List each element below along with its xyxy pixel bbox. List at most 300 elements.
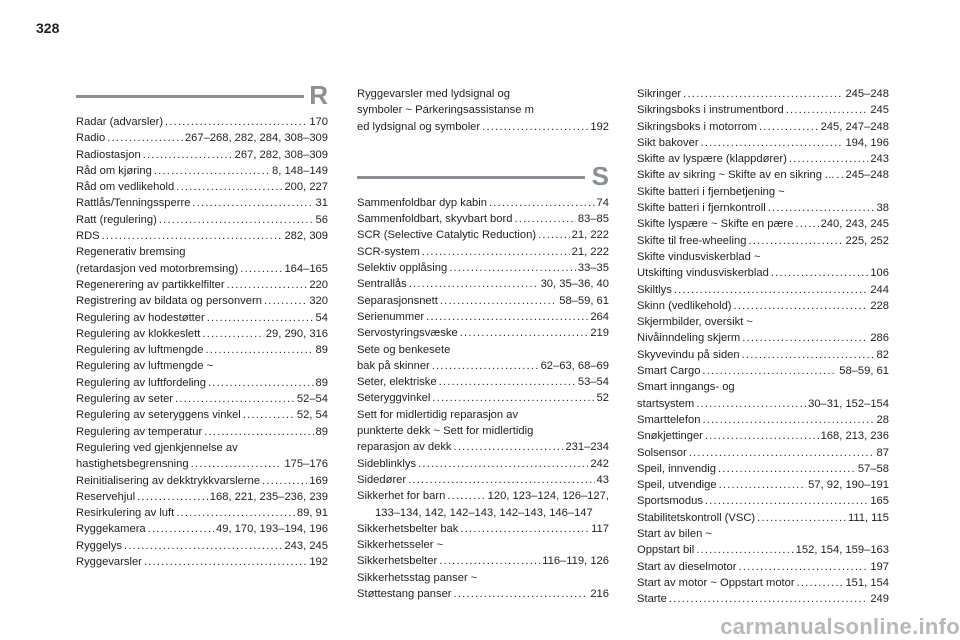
index-entry [76, 179, 328, 195]
entry-line-leader [357, 293, 609, 309]
entry-text: Utskifting vindusviskerblad [637, 267, 769, 280]
index-entry [76, 538, 328, 554]
index-entry [637, 347, 889, 363]
entry-pages: 21, 222 [571, 245, 609, 258]
entry-text: Servostyringsvæske [357, 327, 458, 340]
index-entry [637, 412, 889, 428]
entry-text: Sammenfoldbart, skyvbart bord [357, 213, 513, 226]
entry-text: RDS [76, 230, 100, 243]
entry-line [357, 86, 609, 102]
entry-pages: 168, 221, 235–236, 239 [209, 490, 328, 503]
entry-line [357, 102, 609, 118]
entry-text: Sikringer [637, 88, 682, 100]
index-entry [76, 440, 328, 473]
dot-leader [107, 130, 183, 146]
entry-text: Regulering av seter [76, 393, 174, 406]
entry-line [357, 342, 609, 358]
dot-leader [718, 461, 856, 477]
entry-pages: 267–268, 282, 284, 308–309 [184, 132, 328, 145]
entry-pages: 220 [309, 278, 328, 291]
index-entry [357, 325, 609, 341]
index-entry [637, 233, 889, 249]
entry-pages: 152, 154, 159–163 [795, 544, 889, 557]
entry-line-leader [637, 575, 889, 591]
section-letter: S [591, 160, 609, 191]
entry-pages: 56 [315, 213, 328, 226]
dot-leader [771, 265, 869, 281]
dot-leader [148, 521, 214, 537]
index-entry [357, 456, 609, 472]
entry-pages: 170 [309, 116, 328, 128]
entry-text: Radio [76, 132, 106, 145]
entry-pages: 320 [309, 295, 328, 308]
dot-leader [789, 151, 868, 167]
dot-leader [742, 347, 875, 363]
entry-line-leader [76, 179, 328, 195]
index-entry [637, 184, 889, 217]
index-entry [637, 363, 889, 379]
dot-leader [797, 575, 844, 591]
entry-text: Ratt (regulering) [76, 213, 157, 226]
entry-text: Skifte av lyspære (klappdører) [637, 153, 787, 166]
entry-pages: 168, 213, 236 [820, 430, 889, 443]
entry-pages: 106 [870, 267, 889, 280]
page-number: 328 [36, 20, 60, 36]
entry-line-leader [637, 330, 889, 346]
entry-text: Sikkerhetsseler ~ [357, 539, 444, 552]
index-entry [76, 489, 328, 505]
entry-pages: 57–58 [857, 462, 889, 475]
index-entry [637, 102, 889, 118]
entry-pages: 245, 247–248 [820, 120, 889, 133]
entry-text: bak på skinner [357, 359, 430, 372]
entry-text: Støttestang panser [357, 588, 452, 601]
dot-leader [124, 538, 282, 554]
index-entry [76, 163, 328, 179]
index-entry [357, 537, 609, 570]
entry-text: Rattlås/Tenningssperre [76, 197, 191, 210]
entry-line-leader [637, 477, 889, 493]
entry-line-leader [637, 233, 889, 249]
entry-pages: 267, 282, 308–309 [234, 148, 328, 161]
entry-line [357, 537, 609, 553]
dot-leader [176, 505, 295, 521]
entry-line-leader [76, 505, 328, 521]
entry-text: Stabilitetskontroll (VSC) [637, 511, 756, 524]
entry-text: Resirkulering av luft [76, 507, 175, 520]
section-header [357, 160, 609, 191]
dot-leader [489, 195, 595, 211]
entry-line-leader [76, 424, 328, 440]
entry-text: Seter, elektriske [357, 376, 437, 389]
index-entry [637, 461, 889, 477]
dot-leader [176, 179, 282, 195]
dot-leader [243, 407, 295, 423]
entry-line-leader [76, 228, 328, 244]
dot-leader [137, 489, 208, 505]
entry-text: Sikkerhetsstag panser ~ [357, 571, 478, 584]
dot-leader [447, 488, 485, 504]
entry-line-leader [357, 488, 609, 504]
dot-leader [786, 102, 869, 118]
entry-line-leader [637, 216, 889, 232]
entry-pages: 192 [309, 556, 328, 569]
dot-leader [696, 542, 793, 558]
section-gap [357, 135, 609, 167]
entry-text: Sete og benkesete [357, 343, 451, 356]
entry-pages: 89 [315, 425, 328, 438]
entry-text: Skinn (vedlikehold) [637, 299, 732, 312]
entry-text: startsystem [637, 397, 695, 410]
entry-pages: 169 [309, 474, 328, 487]
entry-line-leader [76, 521, 328, 537]
index-entry [76, 505, 328, 521]
entry-line-leader [357, 521, 609, 537]
entry-line-leader [637, 265, 889, 281]
entry-text: Sikkerhetsbelter [357, 555, 438, 568]
dot-leader [683, 86, 843, 102]
dot-leader [418, 456, 588, 472]
dot-leader [439, 553, 540, 569]
entry-line-leader [357, 244, 609, 260]
entry-line-leader [637, 347, 889, 363]
dot-leader [759, 119, 819, 135]
entry-text: Ryggevarsler med lydsignal og [357, 88, 510, 100]
dot-leader [240, 261, 282, 277]
entry-line [637, 379, 889, 395]
index-entry [637, 314, 889, 347]
dot-leader [102, 228, 283, 244]
entry-text: Selektiv opplåsing [357, 262, 448, 275]
entry-text: Skifte batteri i fjernkontroll [637, 202, 766, 215]
entry-text: Registrering av bildata og personvern [76, 295, 262, 308]
entry-line-leader [76, 342, 328, 358]
index-entry [637, 298, 889, 314]
entry-line-leader [637, 282, 889, 298]
entry-text: Sikkerhet for barn [357, 490, 446, 503]
index-entry [357, 390, 609, 406]
dot-leader [454, 586, 589, 602]
dot-leader [768, 200, 875, 216]
dot-leader [207, 310, 314, 326]
dot-leader [454, 439, 564, 455]
entry-line-leader [76, 310, 328, 326]
index-entry [357, 227, 609, 243]
index-entry [357, 211, 609, 227]
entry-pages: 33–35 [577, 262, 609, 275]
entry-text: Separasjonsnett [357, 294, 438, 307]
entry-line-leader [637, 461, 889, 477]
index-entry [637, 493, 889, 509]
entry-line [357, 570, 609, 586]
dot-leader [165, 114, 307, 130]
dot-leader [669, 591, 868, 607]
entry-pages: 58–59, 61 [839, 365, 889, 378]
index-entry [76, 521, 328, 537]
dot-leader [701, 135, 844, 151]
entry-line-leader [76, 407, 328, 423]
entry-text: punkterte dekk ~ Sett for midlertidig [357, 425, 534, 438]
entry-text: Start av motor ~ Oppstart motor [637, 576, 795, 589]
entry-pages: 43 [596, 473, 609, 486]
entry-pages: 54 [315, 311, 328, 324]
entry-line-leader [637, 200, 889, 216]
entry-line-leader [637, 86, 889, 102]
entry-line [76, 440, 328, 456]
dot-leader [227, 277, 308, 293]
index-entry [357, 293, 609, 309]
entry-text: Regulering av luftfordeling [76, 376, 206, 389]
entry-pages: 38 [876, 202, 889, 215]
entry-text: Serienummer [357, 310, 425, 323]
entry-text: Radiostasjon [76, 148, 141, 161]
index-column-1 [76, 80, 328, 570]
entry-text: Skifte batteri i fjernbetjening ~ [637, 185, 785, 198]
entry-line-leader [357, 586, 609, 602]
entry-text: Nivåinndeling skjerm [637, 332, 741, 345]
entry-pages: 192 [590, 120, 609, 133]
index-entry [76, 554, 328, 570]
entry-text: Speil, innvendig [637, 462, 716, 475]
entry-pages: 89 [315, 344, 328, 357]
entry-line-leader [637, 167, 889, 183]
entry-line-leader [357, 472, 609, 488]
index-entry [637, 135, 889, 151]
entry-pages: 52, 54 [296, 409, 328, 422]
entry-pages: 116–119, 126 [542, 555, 609, 568]
entry-pages: 264 [590, 310, 609, 323]
entry-pages: 216 [590, 588, 609, 601]
entry-line-leader [76, 147, 328, 163]
dot-leader [460, 521, 589, 537]
index-entry [637, 379, 889, 412]
entry-pages: 82 [876, 348, 889, 361]
entry-text: Radar (advarsler) [76, 116, 164, 128]
entry-pages: 243 [870, 153, 889, 166]
entry-text: SCR-system [357, 245, 420, 258]
entry-line-leader [357, 358, 609, 374]
entry-pages: 225, 252 [845, 234, 889, 247]
entry-text: Sikt bakover [637, 136, 699, 149]
entry-pages: 57, 92, 190–191 [808, 479, 889, 492]
entry-line-leader [637, 559, 889, 575]
entry-text: Seteryggvinkel [357, 392, 431, 405]
index-entry [76, 473, 328, 489]
entry-line-leader [76, 130, 328, 146]
dot-leader [748, 233, 843, 249]
entry-text: Regulering ved gjenkjennelse av [76, 441, 238, 454]
entry-text: ed lydsignal og symboler [357, 120, 481, 133]
entry-pages: 87 [876, 446, 889, 459]
dot-leader [702, 363, 837, 379]
dot-leader [143, 147, 233, 163]
entry-text: Regulering av luftmengde [76, 344, 204, 357]
index-entry [357, 86, 609, 135]
entry-line-leader [637, 412, 889, 428]
entry-pages: 244 [870, 283, 889, 296]
index-entry [76, 277, 328, 293]
entry-pages: 89, 91 [296, 507, 328, 520]
entry-pages: 164–165 [284, 262, 328, 275]
entry-text: Regulering av hodestøtter [76, 311, 205, 324]
index-entry [637, 282, 889, 298]
entry-pages: 117 [591, 522, 609, 535]
entry-text: Sportsmodus [637, 495, 703, 508]
index-entry [357, 472, 609, 488]
dot-leader [739, 559, 869, 575]
entry-line-leader [76, 163, 328, 179]
entry-text: Sidedører [357, 473, 407, 486]
dot-leader [705, 493, 868, 509]
dot-leader [206, 342, 314, 358]
index-entry [637, 559, 889, 575]
index-entry [637, 216, 889, 232]
entry-text: Råd om vedlikehold [76, 181, 175, 194]
entry-pages: 219 [590, 327, 609, 340]
entry-text: Sikringsboks i instrumentbord [637, 104, 784, 117]
entry-pages: 240, 243, 245 [820, 218, 889, 231]
section-letter: R [309, 80, 328, 110]
dot-leader [449, 260, 576, 276]
entry-text: symboler ~ Parkeringsassistanse m [357, 104, 534, 117]
entry-pages: 231–234 [565, 441, 609, 454]
entry-line-leader [76, 473, 328, 489]
index-entry [637, 86, 889, 102]
entry-pages: 200, 227 [284, 181, 328, 194]
entry-text: Regulering av klokkeslett [76, 327, 201, 340]
dot-leader [426, 309, 588, 325]
entry-line-leader [637, 119, 889, 135]
entry-line-leader [76, 375, 328, 391]
dot-leader [159, 212, 314, 228]
entry-line [76, 244, 328, 260]
entry-pages: 52 [596, 392, 609, 405]
entry-line-leader [76, 293, 328, 309]
index-entry [76, 358, 328, 391]
entry-line [637, 526, 889, 542]
section-header [76, 80, 328, 110]
entry-pages: 282, 309 [284, 230, 328, 243]
entry-text: Regulering av luftmengde ~ [76, 360, 214, 373]
index-entry [357, 244, 609, 260]
entry-pages: 228 [870, 299, 889, 312]
entry-text: Snøkjettinger [637, 430, 703, 443]
entry-line-leader [357, 374, 609, 390]
index-entry [76, 407, 328, 423]
entry-text: Skifte vindusviskerblad ~ [637, 250, 761, 263]
entry-line-leader [637, 135, 889, 151]
entry-line [637, 249, 889, 265]
entry-pages: 111, 115 [847, 511, 889, 524]
entry-pages: 74 [596, 196, 609, 209]
entry-line-leader [637, 396, 889, 412]
entry-line-leader [637, 151, 889, 167]
entry-line-leader [357, 439, 609, 455]
entry-pages: 29, 290, 316 [265, 327, 328, 340]
dot-leader [191, 456, 283, 472]
entry-pages: 175–176 [284, 458, 328, 471]
index-entry [637, 445, 889, 461]
entry-line-leader [357, 456, 609, 472]
entry-line-leader [76, 195, 328, 211]
index-column-2 [357, 86, 609, 602]
index-entry [357, 260, 609, 276]
dot-leader [202, 326, 263, 342]
dot-leader [439, 374, 576, 390]
entry-text: Starte [637, 593, 667, 606]
entry-line [357, 407, 609, 423]
entry-pages: 30–31, 152–154 [808, 397, 889, 410]
index-entry [357, 570, 609, 603]
entry-text: Skyvevindu på siden [637, 348, 740, 361]
dot-leader [836, 167, 843, 183]
dot-leader [208, 375, 314, 391]
index-entry [76, 195, 328, 211]
entry-text: Start av bilen ~ [637, 528, 712, 541]
entry-pages: 194, 196 [845, 136, 889, 149]
dot-leader [696, 396, 806, 412]
entry-pages: 245–248 [845, 169, 889, 182]
entry-pages: 8, 148–149 [272, 164, 328, 177]
entry-text: Start av dieselmotor [637, 560, 737, 573]
entry-text: Skifte til free-wheeling [637, 234, 747, 247]
entry-text: Solsensor [637, 446, 687, 459]
entry-text: hastighetsbegrensning [76, 458, 189, 471]
entry-pages: 245–248 [845, 88, 889, 100]
index-entry [357, 374, 609, 390]
dot-leader [742, 330, 868, 346]
index-entry [76, 326, 328, 342]
entry-pages-continued: 133–134, 142, 142–143, 142–143, 146–147 [375, 506, 593, 519]
entry-line-leader [76, 456, 328, 472]
entry-text: reparasjon av dekk [357, 441, 452, 454]
entry-pages: 286 [870, 332, 889, 345]
entry-text: Regenerering av partikkelfilter [76, 278, 225, 291]
index-entry [357, 488, 609, 521]
entry-pages: 49, 170, 193–194, 196 [216, 523, 328, 536]
index-entry [357, 407, 609, 456]
index-entry [637, 249, 889, 282]
entry-line-leader [76, 326, 328, 342]
entry-pages: 89 [315, 376, 328, 389]
entry-text: Smart inngangs- og [637, 381, 735, 394]
entry-text: Smart Cargo [637, 365, 701, 378]
index-entry [76, 147, 328, 163]
dot-leader [432, 358, 539, 374]
index-entry [637, 167, 889, 183]
dot-leader [204, 424, 313, 440]
entry-text: Skjermbilder, oversikt ~ [637, 316, 753, 329]
entry-line [357, 423, 609, 439]
dot-leader [262, 473, 307, 489]
dot-leader [795, 216, 818, 232]
entry-line-leader [637, 445, 889, 461]
dot-leader [144, 554, 307, 570]
index-entry [76, 342, 328, 358]
entry-pages: 242 [590, 457, 609, 470]
entry-line-leader [357, 195, 609, 211]
entry-line-leader [76, 489, 328, 505]
index-column-3 [637, 86, 889, 608]
dot-leader [482, 119, 588, 135]
entry-line [637, 184, 889, 200]
index-entry [357, 342, 609, 375]
index-entry [76, 212, 328, 228]
index-entry [357, 309, 609, 325]
entry-pages: 245 [870, 104, 889, 117]
index-entry [76, 114, 328, 130]
dot-leader [757, 510, 846, 526]
